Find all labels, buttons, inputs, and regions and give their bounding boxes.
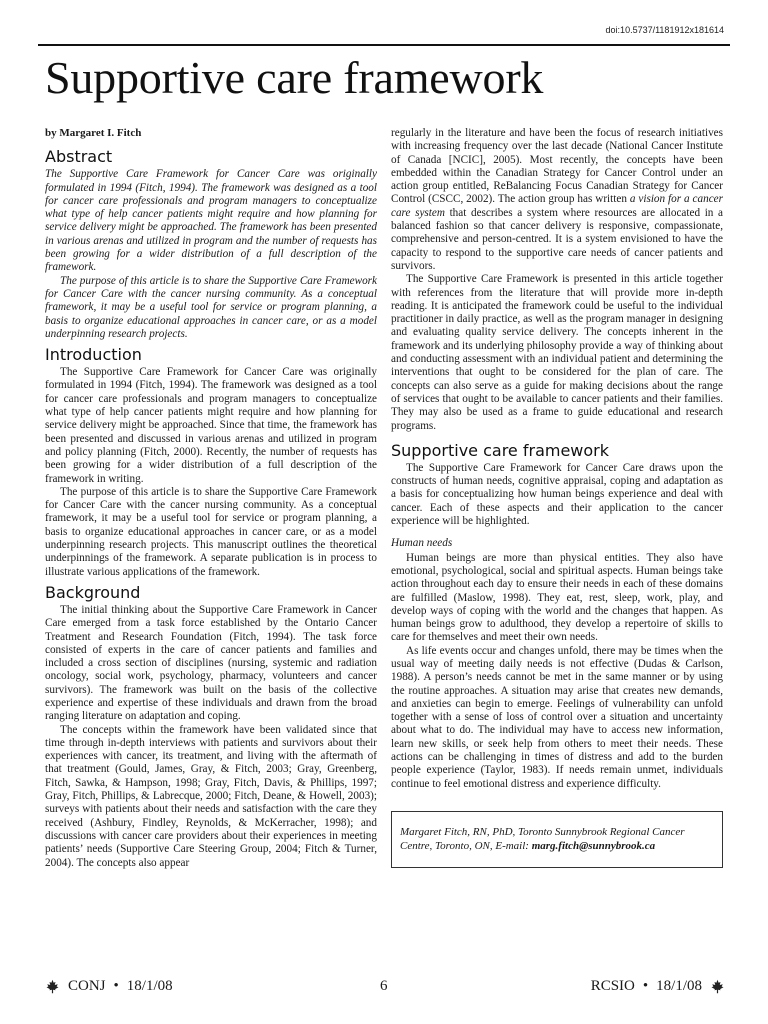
maple-leaf-icon: [710, 979, 725, 994]
footer-issue-left: 18/1/08: [126, 978, 173, 994]
framework-paragraph-2: Human beings are more than physical entities. They also have emotional, psychological, social and spiritual aspects. Human beings take action throughout each day to ensure their needs in each of these domains are fulfilled (Maslow, 1998). They eat, rest, sleep, work, play, and develop ways of coping with the world and the changes that happen. As human beings grow to adulthood, they develop a repertoire of skills to care for themselves and meet their own needs.: [391, 551, 723, 644]
article-title: Supportive care framework: [45, 52, 544, 103]
footer-right: [591, 978, 725, 995]
footer-journal-right: RCSIO: [590, 978, 635, 994]
framework-paragraph-3: As life events occur and changes unfold, there may be times when the usual way of meeting daily needs is not effective (Dudas & Carlson, 1988). A person’s needs cannot be met in the same manner or by using the routine approaches. A situation may arise that creates new demands, and anxieties can begin to emerge. Feelings of vulnerability can unfold together with a sense of loss of control over a situation and uncertainty about what to do. The individual may have to access new information, learn new skills, or seek help from others to meet their needs. These actions can be challenging in times of distress and add to the burden people experience (Taylor, 1983). If needs remain unmet, individuals continue to feel emotional distress and experience difficulty.: [391, 644, 723, 790]
abstract-body: [45, 168, 377, 341]
byline: by Margaret I. Fitch: [45, 127, 142, 139]
background-paragraph-3-emphasis: a vision for a cancer care system: [391, 193, 723, 219]
abstract-heading: Abstract: [45, 147, 113, 167]
background-paragraph-3a: regularly in the literature and have been the focus of research initiatives with increasing frequency over the last decade (National Cancer Institute of Canada [NCIC], 2005). Most recently, the concepts have been embedded within the Canadian Strategy for Cancer Control under an action group entitled, ReBalancing Focus Canadian Strategy for Cancer Control (CSCC, 2002). The action group has written: [391, 127, 723, 206]
background-paragraph-1: The initial thinking about the Supportive Care Framework in Cancer Care emerged from a task force established by the Ontario Cancer Treatment and Research Foundation (Fitch, 1994). The task force consisted of experts in the care of cancer patients and families and included a cross section of disciplines (nursing, systemic and radiation oncology, social work, psychology, pharmacy, volunteers and cancer survivors). The framework was built on the basis of the collective experience and expertise of these individuals and drawn from the broad ranging literature on adaptation and coping.: [45, 603, 377, 723]
footer-journal-left: CONJ: [68, 978, 106, 994]
footer-separator-right: •: [642, 978, 649, 994]
footer-separator-left: •: [113, 978, 119, 994]
author-email-link[interactable]: marg.fitch@sunnybrook.ca: [531, 839, 656, 852]
footer-issue-right: 18/1/08: [656, 978, 702, 994]
author-info-box: [391, 811, 723, 868]
footer-left: [45, 978, 173, 995]
header-rule: [38, 44, 730, 46]
right-column: [391, 127, 723, 868]
maple-leaf-icon: [45, 979, 60, 994]
left-column: [45, 127, 377, 870]
background-paragraph-3b: that describes a system where resources are allocated in a balanced fashion so that cancer delivery is responsive, compassionate, comprehensive and person-centred. It is a system envisioned to have the capacity to respond to the supportive care needs of cancer patients and survivors.: [391, 206, 724, 272]
introduction-paragraph-1: The Supportive Care Framework for Cancer Care was originally formulated in 1994 (Fitch, 1994). The framework was designed as a tool for cancer care professionals and program managers to conceptualize what type of help cancer patients might require and how planning for service delivery might be approached. Since that time, the framework has been presented and discussed in various arenas and utilized in program and policy planning (Fitch, 2000). Recently, the number of requests has been growing for a wider distribution of a full description of the framework in writing.: [45, 366, 377, 485]
framework-heading: Supportive care framework: [391, 440, 610, 460]
page-footer: [45, 974, 725, 998]
abstract-paragraph-2: The purpose of this article is to share the Supportive Care Framework for Cancer Care with the cancer nursing community. As a conceptual framework, it may be a useful tool for service or program planning, a basis to organize educational approaches in cancer care, or as a model underpinning research projects.: [45, 274, 377, 340]
doi-text: doi:10.5737/1181912x181614: [605, 25, 724, 35]
abstract-paragraph-1: The Supportive Care Framework for Cancer Care was originally formulated in 1994 (Fitch, 1994). The framework was designed as a tool for cancer care professionals and program managers to conceptualize what type of help cancer patients might require and how planning for service delivery might be approached. The framework has been presented in various arenas and utilized in program and the number of requests has been growing for a wider distribution of a full description of the framework.: [45, 168, 377, 274]
background-paragraph-3: [391, 127, 723, 273]
page-number: 6: [380, 978, 388, 994]
human-needs-subheading: Human needs: [391, 537, 453, 550]
framework-paragraph-1: The Supportive Care Framework for Cancer Care draws upon the constructs of human needs, cognitive appraisal, coping and adaptation as a basis for conceptualizing how human beings experience and deal with cancer. Each of these aspects and their application to the cancer experience will be highlighted.: [391, 461, 723, 528]
background-paragraph-4: The Supportive Care Framework is presented in this article together with references from the literature that will provide more in-depth reading. It is anticipated the framework could be useful to the individual practitioner in daily practice, as well as the program manager in designing and evaluating quality service delivery. The concepts inherent in the framework and its underlying philosophy provide a way of thinking about and conducting assessment with an individual patient and determining the interventions that ought to be considered for the plan of care. The concepts can also serve as a guide for making decisions about the range of services that ought to be available to cancer patients and their families. They may also be used as a frame to guide educational and research programs.: [391, 273, 723, 432]
background-heading: Background: [45, 582, 141, 602]
introduction-heading: Introduction: [45, 345, 142, 365]
author-info-text: Margaret Fitch, RN, PhD, Toronto Sunnybrook Regional Cancer Centre, Toronto, ON, E-mail:: [400, 825, 685, 852]
introduction-paragraph-2: The purpose of this article is to share the Supportive Care Framework for Cancer Care with the cancer nursing community. As a conceptual framework, it may be a useful tool for service or program planning, a basis to organize educational approaches in cancer care, or as a model underpinning research projects. This manuscript outlines the theoretical underpinnings of the framework. A separate publication is in process to illustrate various applications of the framework.: [45, 485, 377, 578]
background-paragraph-2: The concepts within the framework have been validated since that time through in-depth interviews with patients and survivors about their experiences with cancer, its treatment, and living with the aftermath of that treatment (Gould, James, Gray, & Fitch, 2003; Gray, Greenberg, Fitch, Sawka, & Hampson, 1998; Gray, Fitch, Davis, & Phillips, 1997; Gray, Fitch, Phillips, & Labrecque, 2000; Fitch, Deane, & Howell, 2003); surveys with patients about their needs and satisfaction with the care they received (Ashbury, Findley, Reynolds, & McKerracher, 1998); and discussions with cancer care providers about their experiences in meeting patients’ needs (Supportive Care Steering Group, 2004; Fitch & Turner, 2004). The concepts also appear: [45, 723, 377, 869]
